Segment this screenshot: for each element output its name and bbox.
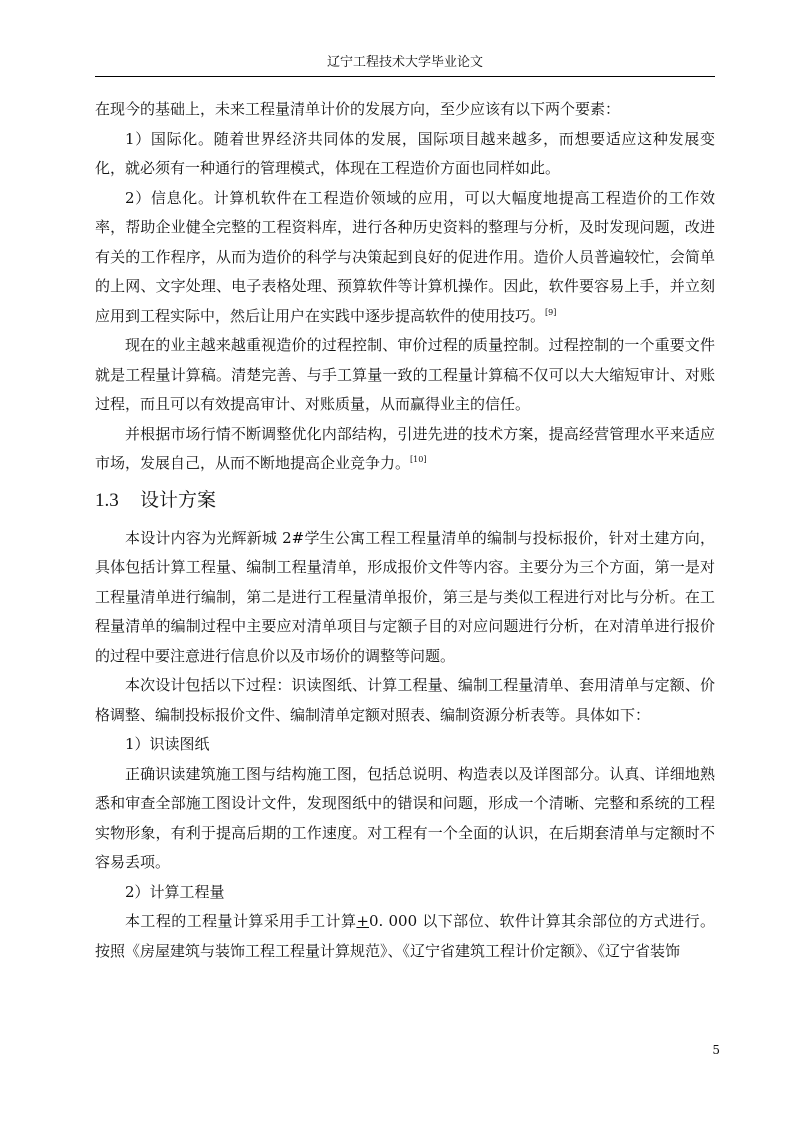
paragraph-text: 2）信息化。计算机软件在工程造价领域的应用，可以大幅度地提高工程造价的工作效率，帮助企业健全完整的工程资料库，进行各种历史资料的整理与分析，及时发现问题，改进有关的工作程序，从而为造价的科学与决策起到良好的促进作用。造价人员普遍较忙，会简单的上网、文字处理、电子表格处理、预算软件等计算机操作。因此，软件要容易上手，并立刻应用到工程实际中，然后让用户在实践中逐步提高软件的使用技巧。 — [95, 188, 715, 325]
section-heading — [95, 483, 715, 518]
paragraph-text: 本工程的工程量计算采用手工计算 — [125, 912, 357, 930]
paragraph-text: 0. 000 以下部位、软件计算其余部位的方式进行。按照《房屋建筑与装饰工程工程量计算规范》、《辽宁省建筑工程计价定额》、《辽宁省装饰 — [95, 912, 715, 960]
paragraph — [95, 95, 715, 125]
list-heading — [95, 878, 715, 908]
paragraph-text: 2）计算工程量 — [125, 882, 225, 901]
paragraph — [95, 420, 715, 479]
paragraph — [95, 184, 715, 332]
plus-minus-sign: + — [356, 912, 369, 930]
paragraph — [95, 125, 715, 184]
paragraph-text: 本次设计包括以下过程：识读图纸、计算工程量、编制工程量清单、套用清单与定额、价格调整、编制投标报价文件、编制清单定额对照表、编制资源分析表等。具体如下： — [95, 676, 715, 724]
paragraph-text: 现在的业主越来越重视造价的过程控制、审价过程的质量控制。过程控制的一个重要文件就是工程量计算稿。清楚完善、与手工算量一致的工程量计算稿不仅可以大大缩短审计、对账过程，而且可以有效提高审计、对账质量，从而赢得业主的信任。 — [95, 336, 715, 413]
paragraph — [95, 671, 715, 730]
header-rule — [95, 76, 715, 77]
list-heading — [95, 730, 715, 760]
running-header: 辽宁工程技术大学毕业论文 — [326, 55, 483, 70]
section-number: 1.3 — [95, 489, 119, 511]
paragraph-text: 本设计内容为光辉新城 2#学生公寓工程工程量清单的编制与投标报价，针对土建方向，具体包括计算工程量、编制工程量清单，形成报价文件等内容。主要分为三个方面，第一是对工程量清单进行编制，第二是进行工程量清单报价，第三是与类似工程进行对比与分析。在工程量清单的编制过程中主要应对清单项目与定额子目的对应问题进行分析，在对清单进行报价的过程中要注意进行信息价以及市场价的调整等问题。 — [95, 528, 715, 665]
paragraph-text: 在现今的基础上，未来工程量清单计价的发展方向，至少应该有以下两个要素： — [95, 100, 621, 118]
paragraph-text: 1）国际化。随着世界经济共同体的发展，国际项目越来越多，而想要适应这种发展变化，就必须有一种通行的管理模式，体现在工程造价方面也同样如此。 — [95, 129, 715, 177]
citation-marker: [9] — [545, 307, 557, 317]
section-title: 设计方案 — [140, 488, 217, 511]
paragraph — [95, 760, 715, 878]
paragraph-text: 1）识读图纸 — [125, 735, 210, 753]
paragraph-text: 正确识读建筑施工图与结构施工图，包括总说明、构造表以及详图部分。认真、详细地熟悉和审查全部施工图设计文件，发现图纸中的错误和问题，形成一个清晰、完整和系统的工程实物形象，有利于提高后期的工作速度。对工程有一个全面的认识，在后期套清单与定额时不容易丢项。 — [95, 764, 715, 871]
citation-marker: [10] — [410, 455, 427, 464]
paragraph — [95, 907, 715, 966]
paragraph — [95, 524, 715, 672]
paragraph — [95, 331, 715, 420]
page-number: 5 — [712, 1043, 720, 1057]
paragraph-text: 并根据市场行情不断调整优化内部结构，引进先进的技术方案，提高经营管理水平来适应市场，发展自己，从而不断地提高企业竞争力。 — [95, 424, 715, 472]
page-body — [95, 95, 715, 966]
